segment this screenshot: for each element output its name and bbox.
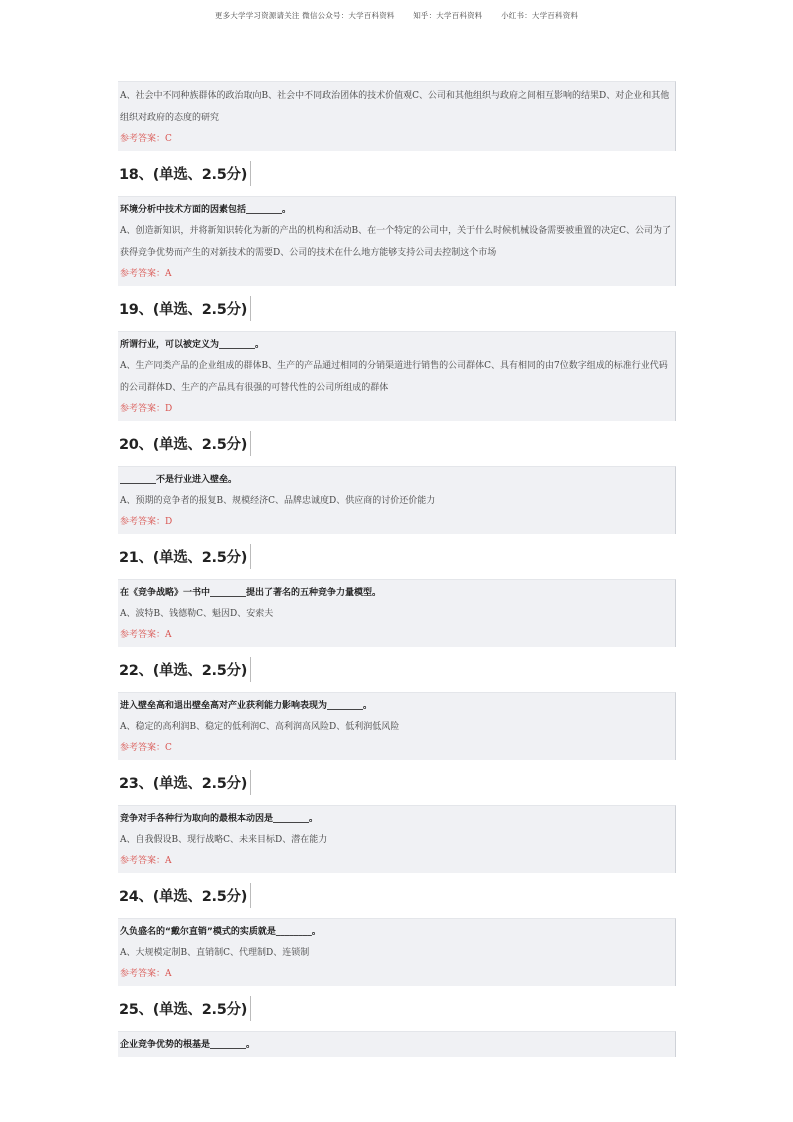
question-stem: 企业竞争优势的根基是________。 — [120, 1040, 256, 1050]
question-answer: 参考答案：C — [120, 743, 172, 753]
question-options: A、大规模定制B、直销制C、代理制D、连锁制 — [120, 948, 310, 958]
header-wechat: 更多大学学习资源请关注 微信公众号：大学百科资料 — [214, 11, 395, 20]
question-stem: 久负盛名的“戴尔直销”模式的实质就是________。 — [120, 927, 321, 937]
question-21-body — [118, 579, 676, 647]
question-stem: 进入壁垒高和退出壁垒高对产业获利能力影响表现为________。 — [120, 701, 373, 711]
question-19-body — [118, 331, 676, 421]
question-heading: 23、(单选、2.5分) — [118, 770, 251, 795]
question-heading: 24、(单选、2.5分) — [118, 883, 251, 908]
question-heading: 20、(单选、2.5分) — [118, 431, 251, 456]
question-stem: 所谓行业，可以被定义为________。 — [120, 340, 265, 350]
question-stem: 环境分析中技术方面的因素包括________。 — [120, 205, 292, 215]
question-options: A、创造新知识，并将新知识转化为新的产出的机构和活动B、在一个特定的公司中，关于什么时候机械设备需要被重置的决定C、公司为了获得竞争优势而产生的对新技术的需要D、公司的技术在什么地方能够支持公司去控制这个市场 — [120, 226, 672, 258]
question-stem: 竞争对手各种行为取向的最根本动因是________。 — [120, 814, 319, 824]
question-options: A、波特B、钱德勒C、魁因D、安索夫 — [120, 609, 274, 619]
question-heading: 25、(单选、2.5分) — [118, 996, 251, 1021]
question-answer: 参考答案：A — [120, 269, 172, 279]
question-22-body — [118, 692, 676, 760]
question-heading: 18、(单选、2.5分) — [118, 161, 251, 186]
question-stem: ________不是行业进入壁垒。 — [120, 475, 238, 485]
question-heading: 22、(单选、2.5分) — [118, 657, 251, 682]
question-answer: 参考答案：D — [120, 404, 173, 414]
question-answer: 参考答案：A — [120, 630, 172, 640]
question-answer: 参考答案：A — [120, 856, 172, 866]
question-answer: 参考答案：C — [120, 134, 172, 144]
question-heading: 21、(单选、2.5分) — [118, 544, 251, 569]
page-header — [0, 10, 793, 21]
header-xiaohongshu: 小红书：大学百科资料 — [501, 11, 579, 20]
question-options: A、自我假设B、现行战略C、未来目标D、潜在能力 — [120, 835, 328, 845]
question-answer: 参考答案：D — [120, 517, 173, 527]
question-options: A、社会中不同种族群体的政治取向B、社会中不同政治团体的技术价值观C、公司和其他组织与政府之间相互影响的结果D、对企业和其他组织对政府的态度的研究 — [120, 91, 670, 123]
question-25-body — [118, 1031, 676, 1057]
question-list — [118, 81, 676, 1057]
header-zhihu: 知乎：大学百科资料 — [413, 11, 483, 20]
question-stem: 在《竞争战略》一书中________提出了著名的五种竞争力量模型。 — [120, 588, 382, 598]
question-options: A、生产同类产品的企业组成的群体B、生产的产品通过相同的分销渠道进行销售的公司群体C、具有相同的由7位数字组成的标准行业代码的公司群体D、生产的产品具有很强的可替代性的公司所组成的群体 — [120, 361, 668, 393]
question-options: A、预期的竞争者的报复B、规模经济C、品牌忠诚度D、供应商的讨价还价能力 — [120, 496, 436, 506]
question-options: A、稳定的高利润B、稳定的低利润C、高利润高风险D、低利润低风险 — [120, 722, 400, 732]
question-18-body — [118, 196, 676, 286]
question-20-body — [118, 466, 676, 534]
question-answer: 参考答案：A — [120, 969, 172, 979]
question-24-body — [118, 918, 676, 986]
question-heading: 19、(单选、2.5分) — [118, 296, 251, 321]
question-23-body — [118, 805, 676, 873]
question-17-body — [118, 81, 676, 151]
